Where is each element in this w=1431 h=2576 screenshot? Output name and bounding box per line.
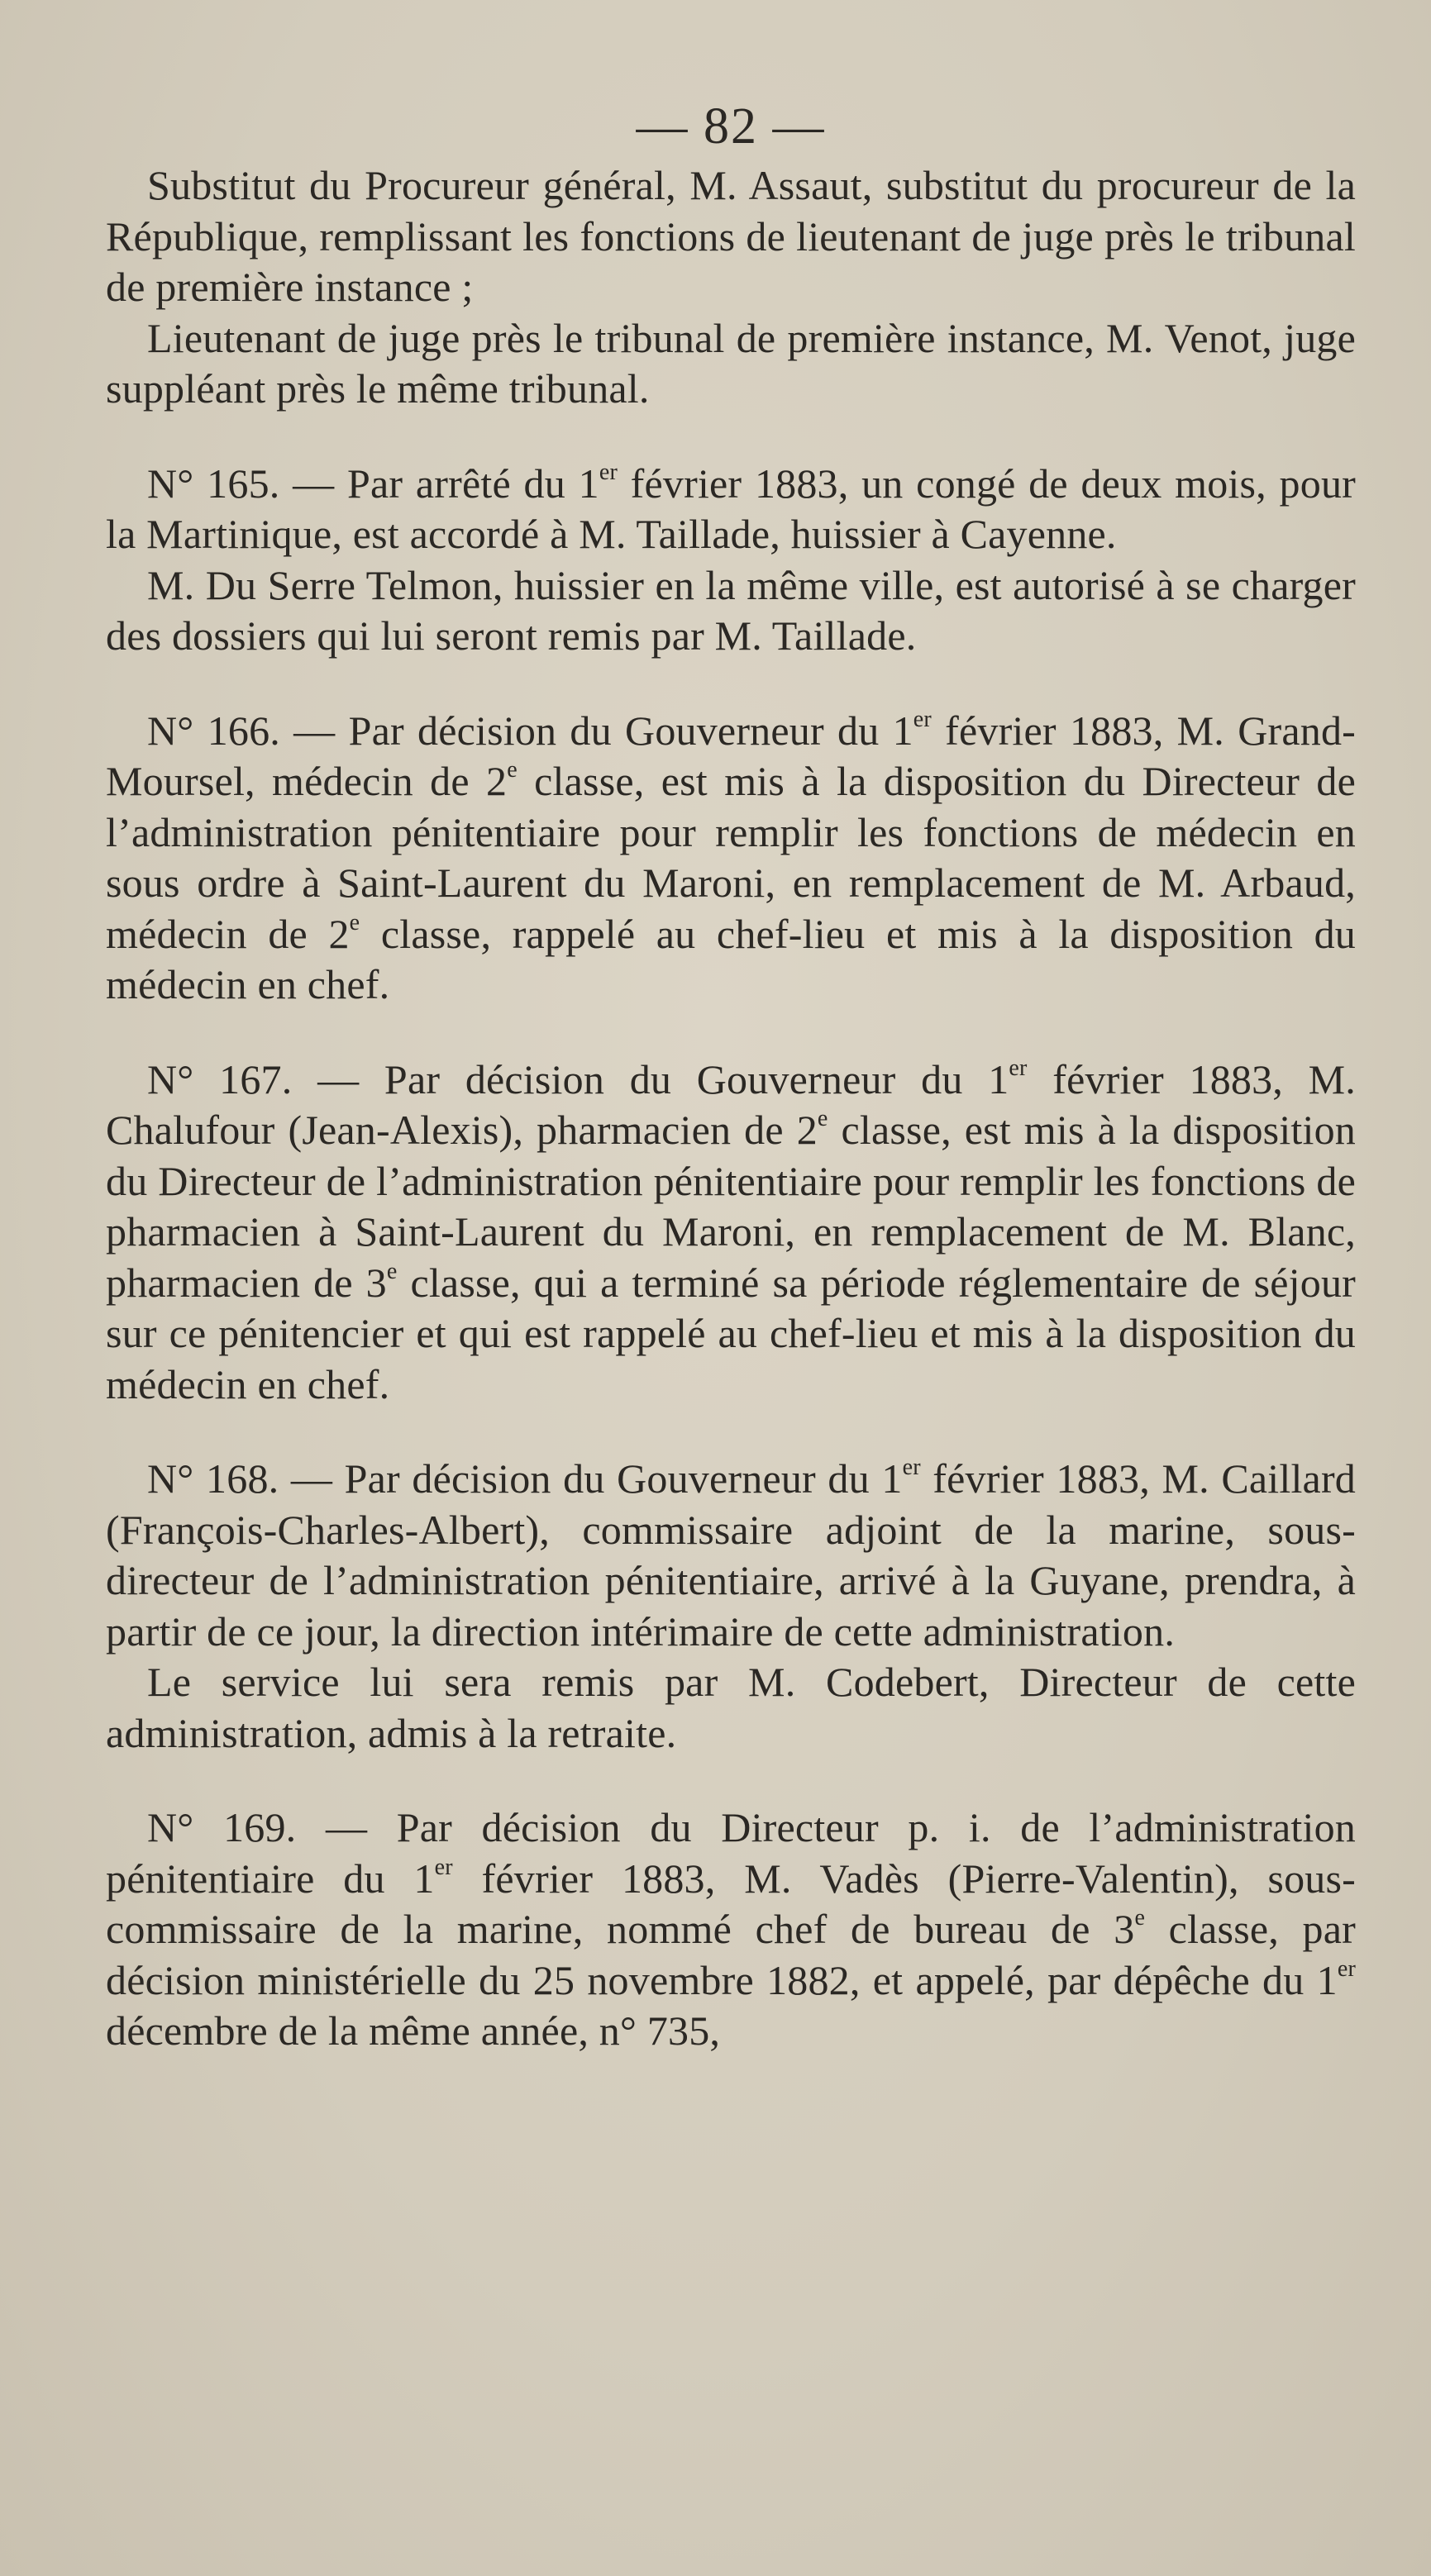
text-run: N° 169. — Par décision du Directeur p. i. de l’administration pénitentiaire du 1 xyxy=(106,1804,1356,1902)
text-run: classe, rappelé au chef-lieu et mis à la disposition du médecin en chef. xyxy=(106,910,1356,1007)
superscript: e xyxy=(817,1106,828,1131)
text-run: Substitut du Procureur général, M. Assaut, substitut du procureur de la République, remplissant les fonctions de lieutenant de juge près le tribunal de première instance ; xyxy=(106,162,1356,310)
superscript: e xyxy=(1134,1905,1146,1931)
text-run: Lieutenant de juge près le tribunal de première instance, M. Venot, juge suppléant près le même tribunal. xyxy=(106,314,1356,412)
superscript: e xyxy=(349,909,360,936)
document-page xyxy=(106,98,1356,2057)
text-run: M. Du Serre Telmon, huissier en la même ville, est autorisé à se charger des dossiers qui lui seront remis par M. Taillade. xyxy=(106,561,1356,659)
text-run: classe, qui a terminé sa période réglementaire de séjour sur ce pénitencier et qui est rappelé au chef-lieu et mis à la disposition du médecin en chef. xyxy=(106,1259,1356,1407)
superscript: e xyxy=(386,1258,398,1284)
paragraph-p7 xyxy=(106,1454,1356,1657)
paragraph-p3 xyxy=(106,459,1356,560)
text-run: classe, est mis à la disposition du Directeur de l’administration pénitentiaire pour remplir les fonctions de médecin en sous ordre à Saint-Laurent du Maroni, en remplacement de M. Arbaud, médecin de 2 xyxy=(106,758,1356,957)
superscript: er xyxy=(434,1854,453,1880)
text-run: février 1883, M. Chalufour (Jean-Alexis), pharmacien de 2 xyxy=(106,1055,1356,1153)
text-run: février 1883, un congé de deux mois, pour la Martinique, est accordé à M. Taillade, huissier à Cayenne. xyxy=(106,459,1356,557)
text-run: N° 165. — Par arrêté du 1 xyxy=(147,459,599,507)
paragraph-p5 xyxy=(106,706,1356,1011)
superscript: er xyxy=(599,459,618,485)
page-number: — 82 — xyxy=(636,98,826,155)
text-run: N° 168. — Par décision du Gouverneur du 1 xyxy=(147,1455,903,1502)
superscript: er xyxy=(913,706,932,732)
text-run: février 1883, M. Grand-Moursel, médecin de 2 xyxy=(106,707,1356,804)
superscript: e xyxy=(507,757,518,783)
text-run: décembre de la même année, n° 735, xyxy=(106,2007,721,2054)
paragraph-p8 xyxy=(106,1657,1356,1759)
paragraph-p2 xyxy=(106,313,1356,415)
paragraph-p9 xyxy=(106,1802,1356,2057)
text-run: N° 166. — Par décision du Gouverneur du 1 xyxy=(147,707,913,754)
superscript: er xyxy=(1337,1955,1356,1982)
text-run: février 1883, M. Vadès (Pierre-Valentin), sous-commissaire de la marine, nommé chef de bureau de 3 xyxy=(106,1855,1356,1952)
text-run: Le service lui sera remis par M. Codebert, Directeur de cette administration, admis à la retraite. xyxy=(106,1659,1356,1756)
body-text xyxy=(106,160,1356,2057)
text-run: février 1883, M. Caillard (François-Charles-Albert), commissaire adjoint de la marine, sous-directeur de l’administration pénitentiaire, arrivé à la Guyane, prendra, à partir de ce jour, la direction intérimaire de cette administration. xyxy=(106,1455,1357,1655)
superscript: er xyxy=(902,1455,921,1480)
paragraph-p4 xyxy=(106,560,1356,662)
text-run: classe, est mis à la disposition du Directeur de l’administration pénitentiaire pour remplir les fonctions de pharmacien à Saint-Laurent du Maroni, en remplacement de M. Blanc, pharmacien de 3 xyxy=(106,1107,1357,1306)
superscript: er xyxy=(1009,1055,1028,1081)
paragraph-p6 xyxy=(106,1055,1356,1411)
paragraph-p1 xyxy=(106,160,1356,313)
text-run: classe, par décision ministérielle du 25 novembre 1882, et appelé, par dépêche du 1 xyxy=(106,1906,1356,2003)
text-run: N° 167. — Par décision du Gouverneur du 1 xyxy=(147,1055,1009,1102)
